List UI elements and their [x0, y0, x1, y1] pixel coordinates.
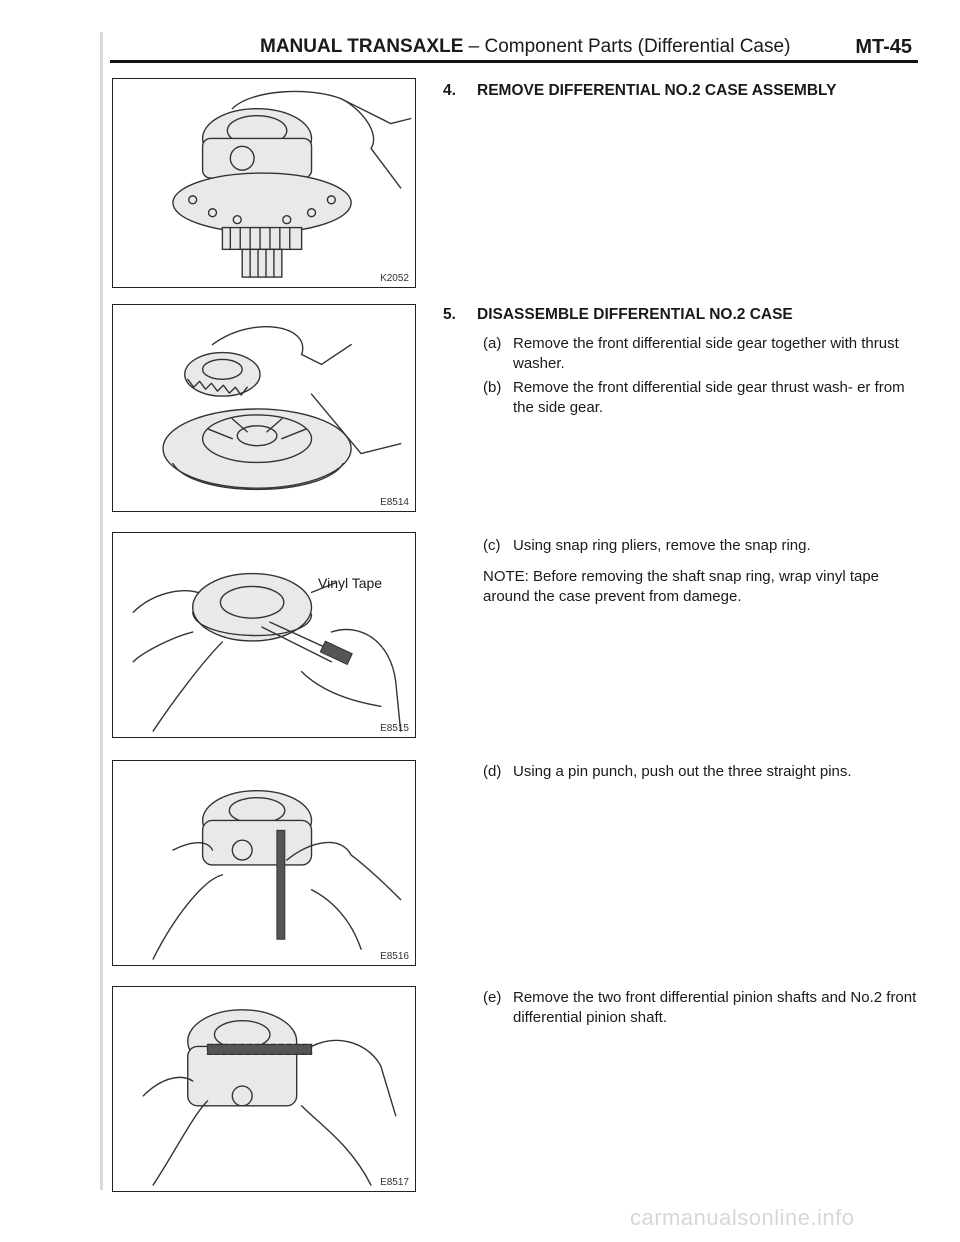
substep-c-label: (c)	[483, 537, 501, 554]
substep-e-text: Remove the two front differential pinion shafts and No.2 front differential pinion shaft.	[513, 989, 917, 1026]
header-rule	[110, 60, 918, 63]
step-4	[443, 80, 923, 101]
substep-b-label: (b)	[483, 379, 502, 396]
illustration-pin-punch-icon	[113, 761, 415, 965]
illustration-pinion-shaft-icon	[113, 987, 415, 1191]
substep-c-text: Using snap ring pliers, remove the snap ring.	[513, 537, 811, 554]
substep-d-label: (d)	[483, 763, 502, 780]
substep-d-text: Using a pin punch, push out the three straight pins.	[513, 763, 852, 780]
step-5-heading: DISASSEMBLE DIFFERENTIAL NO.2 CASE	[477, 306, 793, 323]
substep-d	[483, 762, 923, 782]
header-title-bold: MANUAL TRANSAXLE	[260, 36, 464, 57]
figure-side-gear-removal	[112, 304, 416, 512]
figure-code: E8516	[380, 951, 409, 962]
step-4-title	[443, 80, 923, 101]
step-5-title	[443, 304, 923, 325]
figure-snap-ring-pliers	[112, 532, 416, 738]
figure-differential-case-removal	[112, 78, 416, 288]
figure-pinion-shaft-removal	[112, 986, 416, 1192]
substep-c	[483, 536, 923, 556]
step-5	[443, 304, 923, 325]
step-5-number: 5.	[443, 306, 456, 323]
binding-edge	[100, 32, 103, 1190]
watermark: carmanualsonline.info	[630, 1205, 855, 1230]
figure-code: K2052	[380, 273, 409, 284]
step-4-number: 4.	[443, 82, 456, 99]
header-title	[260, 36, 790, 58]
page-number: MT-45	[855, 36, 912, 58]
substep-a-label: (a)	[483, 335, 502, 352]
note: NOTE: Before removing the shaft snap ring, wrap vinyl tape around the case prevent from damege.	[483, 568, 880, 605]
page-header	[110, 30, 918, 64]
header-title-rest: – Component Parts (Differential Case)	[463, 36, 791, 57]
illustration-differential-assembly-icon	[113, 79, 415, 287]
figure-code: E8515	[380, 723, 409, 734]
illustration-snap-ring-pliers-icon	[113, 533, 415, 737]
illustration-side-gear-icon	[113, 305, 415, 511]
figure-pin-punch	[112, 760, 416, 966]
substep-b-text: Remove the front differential side gear thrust wash- er from the side gear.	[513, 379, 905, 416]
substep-e	[483, 988, 923, 1028]
step-4-heading: REMOVE DIFFERENTIAL NO.2 CASE ASSEMBLY	[477, 82, 837, 99]
figure-code: E8517	[380, 1177, 409, 1188]
substep-b	[483, 378, 923, 418]
figure-code: E8514	[380, 497, 409, 508]
substep-e-label: (e)	[483, 989, 502, 1006]
substep-a	[483, 334, 923, 374]
substep-a-text: Remove the front differential side gear together with thrust washer.	[513, 335, 899, 372]
callout-vinyl-tape: Vinyl Tape	[318, 575, 383, 591]
